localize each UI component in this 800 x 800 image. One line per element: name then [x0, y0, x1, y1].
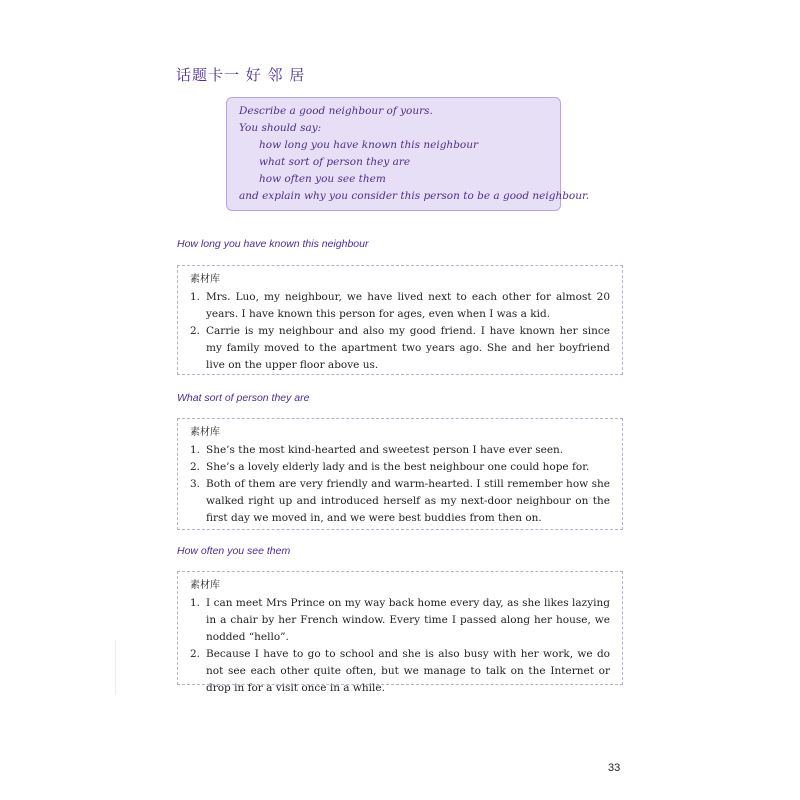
cue-card-point: how long you have known this neighbour — [259, 139, 479, 151]
item-text: Because I have to go to school and she is also busy with her work, we do not see each other quite often, but we manage to talk on the Internet or drop in for a visit once in a while. — [206, 648, 610, 694]
section-title-how-often: How often you see them — [177, 545, 291, 557]
material-label: 素材库 — [190, 580, 220, 591]
material-box-how-often — [177, 571, 623, 694]
material-box-how-long — [177, 265, 623, 375]
item-number: 2. — [190, 648, 201, 660]
material-label: 素材库 — [190, 427, 220, 438]
list-item — [190, 459, 610, 476]
list-item — [190, 442, 610, 459]
cue-card-should-say: You should say: — [239, 122, 322, 134]
list-item — [190, 646, 610, 697]
cue-card — [226, 97, 590, 211]
item-text: Carrie is my neighbour and also my good friend. I have known her since my family moved to the apartment two years ago. She and her boyfriend live on the upper floor above us. — [206, 325, 610, 371]
item-text: Mrs. Luo, my neighbour, we have lived next to each other for almost 20 years. I have known this person for ages, even when I was a kid. — [206, 291, 610, 320]
section-title-what-sort: What sort of person they are — [177, 392, 310, 404]
item-number: 1. — [190, 291, 201, 303]
item-number: 3. — [190, 478, 201, 490]
list-item — [190, 476, 610, 527]
cue-card-point: what sort of person they are — [259, 156, 411, 168]
material-box-what-sort — [177, 418, 623, 530]
cue-card-point: how often you see them — [259, 173, 386, 185]
section-title-how-long: How long you have known this neighbour — [177, 238, 369, 250]
item-text: Both of them are very friendly and warm-hearted. I still remember how she walked right up and introduced herself as my next-door neighbour on the first day we moved in, and we were best buddies from then on. — [206, 478, 610, 524]
item-number: 2. — [190, 461, 201, 473]
cue-card-prompt: Describe a good neighbour of yours. — [239, 105, 433, 117]
list-item — [190, 323, 610, 374]
list-item — [190, 595, 610, 646]
material-label: 素材库 — [190, 274, 220, 285]
item-text: She’s a lovely elderly lady and is the best neighbour one could hope for. — [206, 461, 590, 473]
item-text: I can meet Mrs Prince on my way back home every day, as she likes lazying in a chair by her French window. Every time I passed along her house, we nodded “hello”. — [206, 597, 610, 643]
list-item — [190, 289, 610, 323]
page-number: 33 — [608, 762, 621, 774]
item-number: 2. — [190, 325, 201, 337]
item-text: She’s the most kind-hearted and sweetest person I have ever seen. — [206, 444, 564, 456]
item-number: 1. — [190, 444, 201, 456]
topic-card-heading: 话题卡一 好 邻 居 — [176, 66, 306, 84]
margin-line — [115, 640, 116, 695]
cue-card-closing: and explain why you consider this person to be a good neighbour. — [239, 190, 590, 202]
item-number: 1. — [190, 597, 201, 609]
